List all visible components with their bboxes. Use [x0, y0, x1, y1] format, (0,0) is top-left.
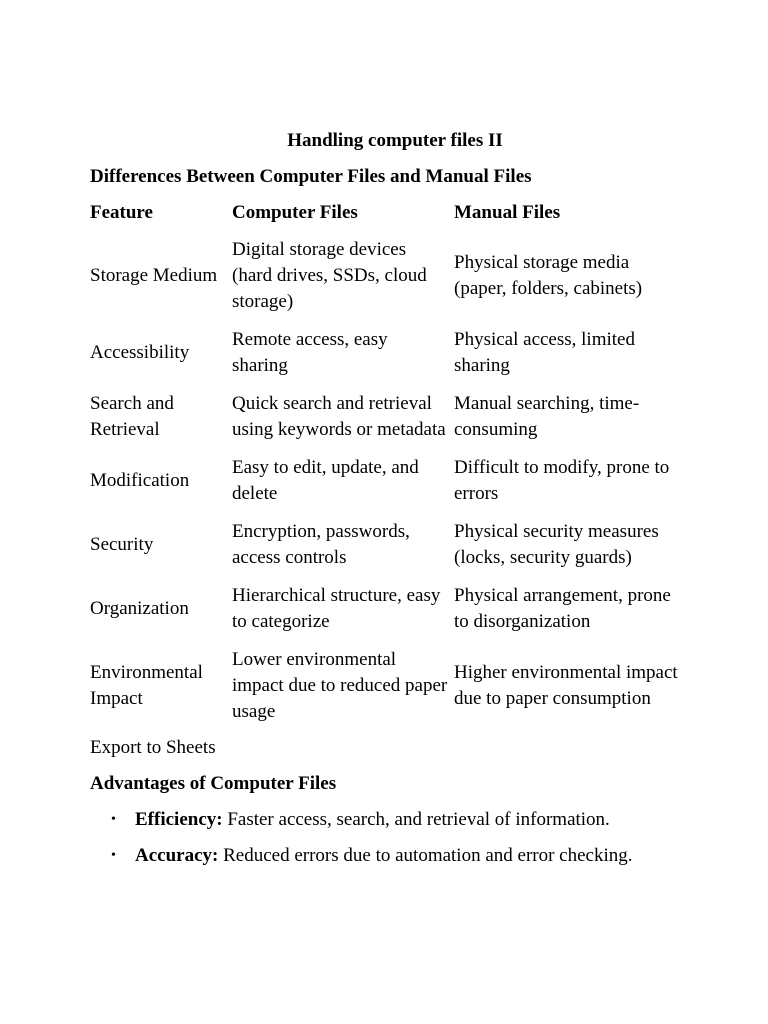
cell-feature: Environmental Impact: [90, 662, 203, 709]
cell-computer: Digital storage devices (hard drives, SSDs, cloud storage): [232, 239, 427, 312]
table-row: [87, 647, 687, 737]
cell-computer: Quick search and retrieval using keywords or metadata: [232, 393, 446, 440]
cell-computer: Encryption, passwords, access controls: [232, 521, 410, 568]
cell-feature: Modification: [90, 470, 190, 491]
table-header-row: [87, 200, 687, 237]
cell-manual: Higher environmental impact due to paper consumption: [454, 662, 678, 709]
table-row: [87, 583, 687, 647]
cell-feature: Organization: [90, 598, 189, 619]
table-row: [87, 237, 687, 327]
advantages-list: [90, 807, 690, 869]
cell-computer: Hierarchical structure, easy to categorize: [232, 585, 441, 632]
table-row: [87, 391, 687, 455]
cell-feature: Accessibility: [90, 342, 190, 363]
comparison-table: [87, 200, 687, 737]
cell-manual: Physical security measures (locks, security guards): [454, 521, 659, 568]
cell-manual: Physical storage media (paper, folders, cabinets): [454, 252, 643, 299]
cell-computer: Easy to edit, update, and delete: [232, 457, 419, 504]
differences-heading: Differences Between Computer Files and Manual Files: [90, 166, 532, 187]
page-title: Handling computer files II: [287, 130, 503, 151]
bullet-icon: •: [111, 848, 116, 863]
advantage-text: Reduced errors due to automation and error checking.: [218, 845, 633, 866]
cell-feature: Security: [90, 534, 154, 555]
export-to-sheets-link[interactable]: Export to Sheets: [90, 737, 216, 758]
list-item: [90, 807, 690, 833]
cell-feature: Storage Medium: [90, 265, 218, 286]
advantages-heading: Advantages of Computer Files: [90, 773, 337, 794]
list-item: [90, 843, 690, 869]
header-computer-files: Computer Files: [232, 202, 358, 223]
bullet-icon: •: [111, 812, 116, 827]
cell-manual: Manual searching, time-consuming: [454, 393, 640, 440]
table-row: [87, 455, 687, 519]
cell-computer: Lower environmental impact due to reduced paper usage: [232, 649, 448, 722]
cell-manual: Physical access, limited sharing: [454, 329, 635, 376]
table-row: [87, 519, 687, 583]
advantage-term: Accuracy:: [135, 845, 219, 866]
advantage-term: Efficiency:: [135, 809, 223, 830]
advantage-text: Faster access, search, and retrieval of information.: [222, 809, 610, 830]
header-feature: Feature: [90, 202, 153, 223]
cell-feature: Search and Retrieval: [90, 393, 174, 440]
table-row: [87, 327, 687, 391]
header-manual-files: Manual Files: [454, 202, 561, 223]
cell-manual: Difficult to modify, prone to errors: [454, 457, 670, 504]
cell-manual: Physical arrangement, prone to disorganization: [454, 585, 671, 632]
document-page: [90, 128, 690, 879]
cell-computer: Remote access, easy sharing: [232, 329, 388, 376]
